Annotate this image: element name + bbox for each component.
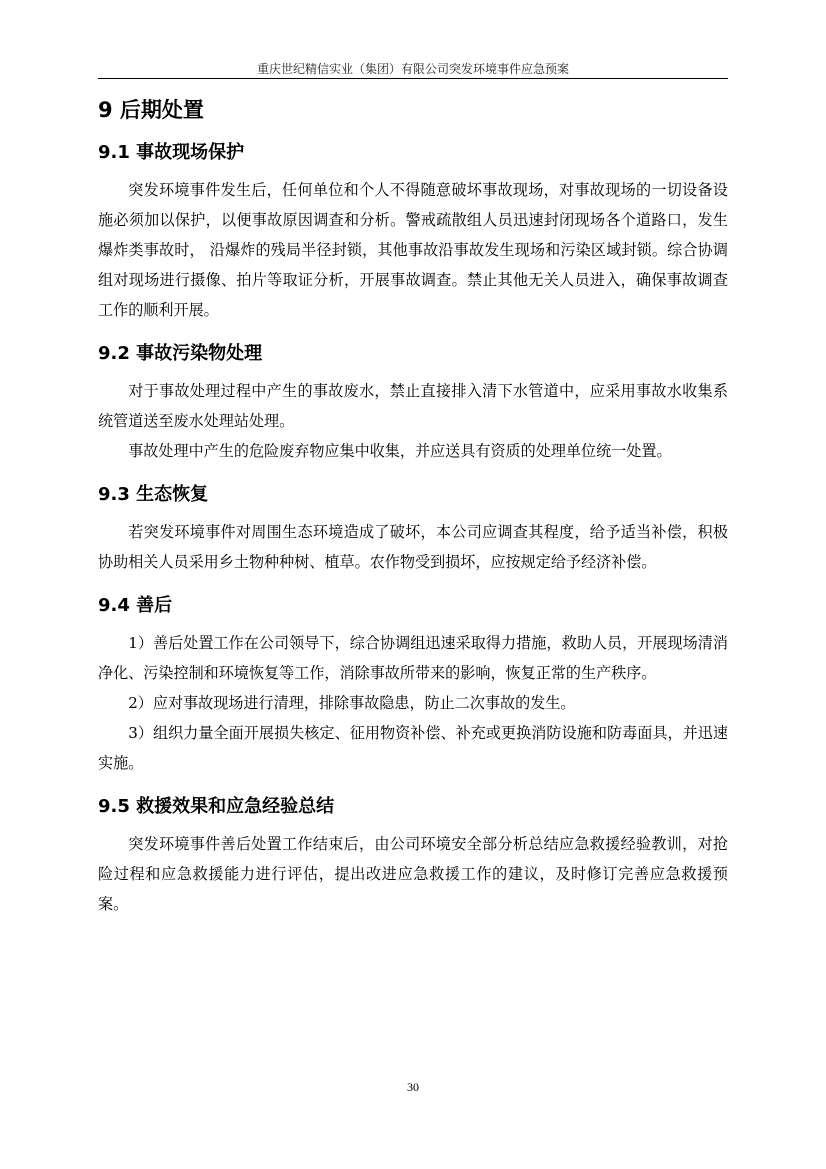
section-heading: 9.1 事故现场保护 xyxy=(98,142,245,163)
section-heading: 9.2 事故污染物处理 xyxy=(98,343,263,364)
chapter-title: 9 后期处置 xyxy=(98,98,204,122)
paragraph: 突发环境事件发生后，任何单位和个人不得随意破坏事故现场，对事故现场的一切设备设施必须加以保护，以便事故原因调查和分析。警戒疏散组人员迅速封闭现场各个道路口，发生爆炸类事故时， 沿爆炸的残局半径封锁，其他事故沿事故发生现场和污染区域封锁。综合协调组对现场进行摄像、拍片等取证分析，开展事故调查。禁止其他无关人员进入，确保事故调查工作的顺利开展。 xyxy=(98,181,728,319)
section-site-protection xyxy=(98,139,728,325)
paragraph: 事故处理中产生的危险废弃物应集中收集，并应送具有资质的处理单位统一处置。 xyxy=(128,442,672,460)
header-rule xyxy=(98,78,728,79)
paragraph: 1）善后处置工作在公司领导下，综合协调组迅速采取得力措施，救助人员，开展现场清消净化、污染控制和环境恢复等工作，消除事故所带来的影响，恢复正常的生产秩序。 xyxy=(98,634,728,682)
page-number: 30 xyxy=(407,1080,419,1094)
document-body xyxy=(98,95,728,934)
paragraph: 突发环境事件善后处置工作结束后，由公司环境安全部分析总结应急救援经验教训，对抢险过程和应急救援能力进行评估，提出改进应急救援工作的建议，及时修订完善应急救援预案。 xyxy=(98,835,728,913)
section-ecological-restoration xyxy=(98,481,728,577)
section-heading: 9.4 善后 xyxy=(98,595,173,616)
paragraph: 2）应对事故现场进行清理，排除事故隐患，防止二次事故的发生。 xyxy=(128,694,576,712)
section-pollutant-treatment xyxy=(98,340,728,466)
section-experience-summary xyxy=(98,793,728,919)
paragraph: 3）组织力量全面开展损失核定、征用物资补偿、补充或更换消防设施和防毒面具，并迅速实施。 xyxy=(98,724,728,772)
page-header: 重庆世纪精信实业（集团）有限公司突发环境事件应急预案 xyxy=(256,62,569,76)
section-aftermath xyxy=(98,592,728,778)
paragraph: 对于事故处理过程中产生的事故废水，禁止直接排入清下水管道中，应采用事故水收集系统管道送至废水处理站处理。 xyxy=(98,382,728,430)
section-heading: 9.5 救援效果和应急经验总结 xyxy=(98,796,335,817)
section-heading: 9.3 生态恢复 xyxy=(98,484,209,505)
paragraph: 若突发环境事件对周围生态环境造成了破坏，本公司应调查其程度，给予适当补偿，积极协助相关人员采用乡土物种种树、植草。农作物受到损坏，应按规定给予经济补偿。 xyxy=(98,523,728,571)
